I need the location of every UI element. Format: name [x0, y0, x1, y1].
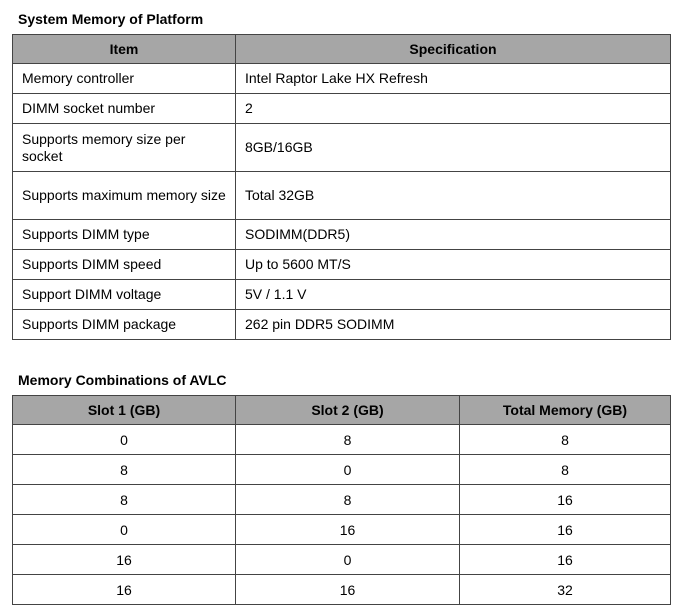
system-memory-table: [12, 34, 671, 340]
table-row: [13, 485, 671, 515]
item-cell: DIMM socket number: [13, 94, 236, 124]
table-row: [13, 425, 671, 455]
table-header-row: [13, 35, 671, 64]
header-total-memory: Total Memory (GB): [460, 396, 671, 425]
slot-1-cell: 0: [13, 425, 236, 455]
table-row: [13, 545, 671, 575]
item-cell: Support DIMM voltage: [13, 280, 236, 310]
total-cell: 32: [460, 575, 671, 605]
slot-2-cell: 8: [236, 485, 460, 515]
table-row: [13, 575, 671, 605]
slot-1-cell: 0: [13, 515, 236, 545]
header-slot-2: Slot 2 (GB): [236, 396, 460, 425]
memory-combinations-table: [12, 395, 671, 605]
table-row: [13, 124, 671, 172]
memory-combinations-title: Memory Combinations of AVLC: [18, 372, 227, 388]
table-row: [13, 250, 671, 280]
spec-cell: Up to 5600 MT/S: [236, 250, 671, 280]
item-cell: Supports maximum memory size: [13, 172, 236, 220]
header-specification: Specification: [236, 35, 671, 64]
spec-cell: Intel Raptor Lake HX Refresh: [236, 64, 671, 94]
slot-1-cell: 8: [13, 455, 236, 485]
item-cell: Memory controller: [13, 64, 236, 94]
total-cell: 8: [460, 455, 671, 485]
spec-cell: 2: [236, 94, 671, 124]
slot-2-cell: 0: [236, 545, 460, 575]
slot-2-cell: 0: [236, 455, 460, 485]
spec-cell: 8GB/16GB: [236, 124, 671, 172]
header-item: Item: [13, 35, 236, 64]
total-cell: 16: [460, 545, 671, 575]
spec-cell: 5V / 1.1 V: [236, 280, 671, 310]
table-row: [13, 94, 671, 124]
slot-1-cell: 16: [13, 575, 236, 605]
slot-2-cell: 16: [236, 515, 460, 545]
slot-2-cell: 8: [236, 425, 460, 455]
item-cell: Supports DIMM type: [13, 220, 236, 250]
slot-1-cell: 16: [13, 545, 236, 575]
item-cell: Supports memory size per socket: [13, 124, 236, 172]
total-cell: 16: [460, 515, 671, 545]
table-row: [13, 310, 671, 340]
table-row: [13, 172, 671, 220]
item-cell: Supports DIMM package: [13, 310, 236, 340]
item-cell: Supports DIMM speed: [13, 250, 236, 280]
system-memory-title: System Memory of Platform: [18, 11, 204, 27]
total-cell: 16: [460, 485, 671, 515]
slot-2-cell: 16: [236, 575, 460, 605]
spec-cell: Total 32GB: [236, 172, 671, 220]
table-row: [13, 220, 671, 250]
table-row: [13, 64, 671, 94]
table-row: [13, 515, 671, 545]
spec-cell: 262 pin DDR5 SODIMM: [236, 310, 671, 340]
table-row: [13, 280, 671, 310]
spec-cell: SODIMM(DDR5): [236, 220, 671, 250]
total-cell: 8: [460, 425, 671, 455]
header-slot-1: Slot 1 (GB): [13, 396, 236, 425]
slot-1-cell: 8: [13, 485, 236, 515]
table-header-row: [13, 396, 671, 425]
table-row: [13, 455, 671, 485]
